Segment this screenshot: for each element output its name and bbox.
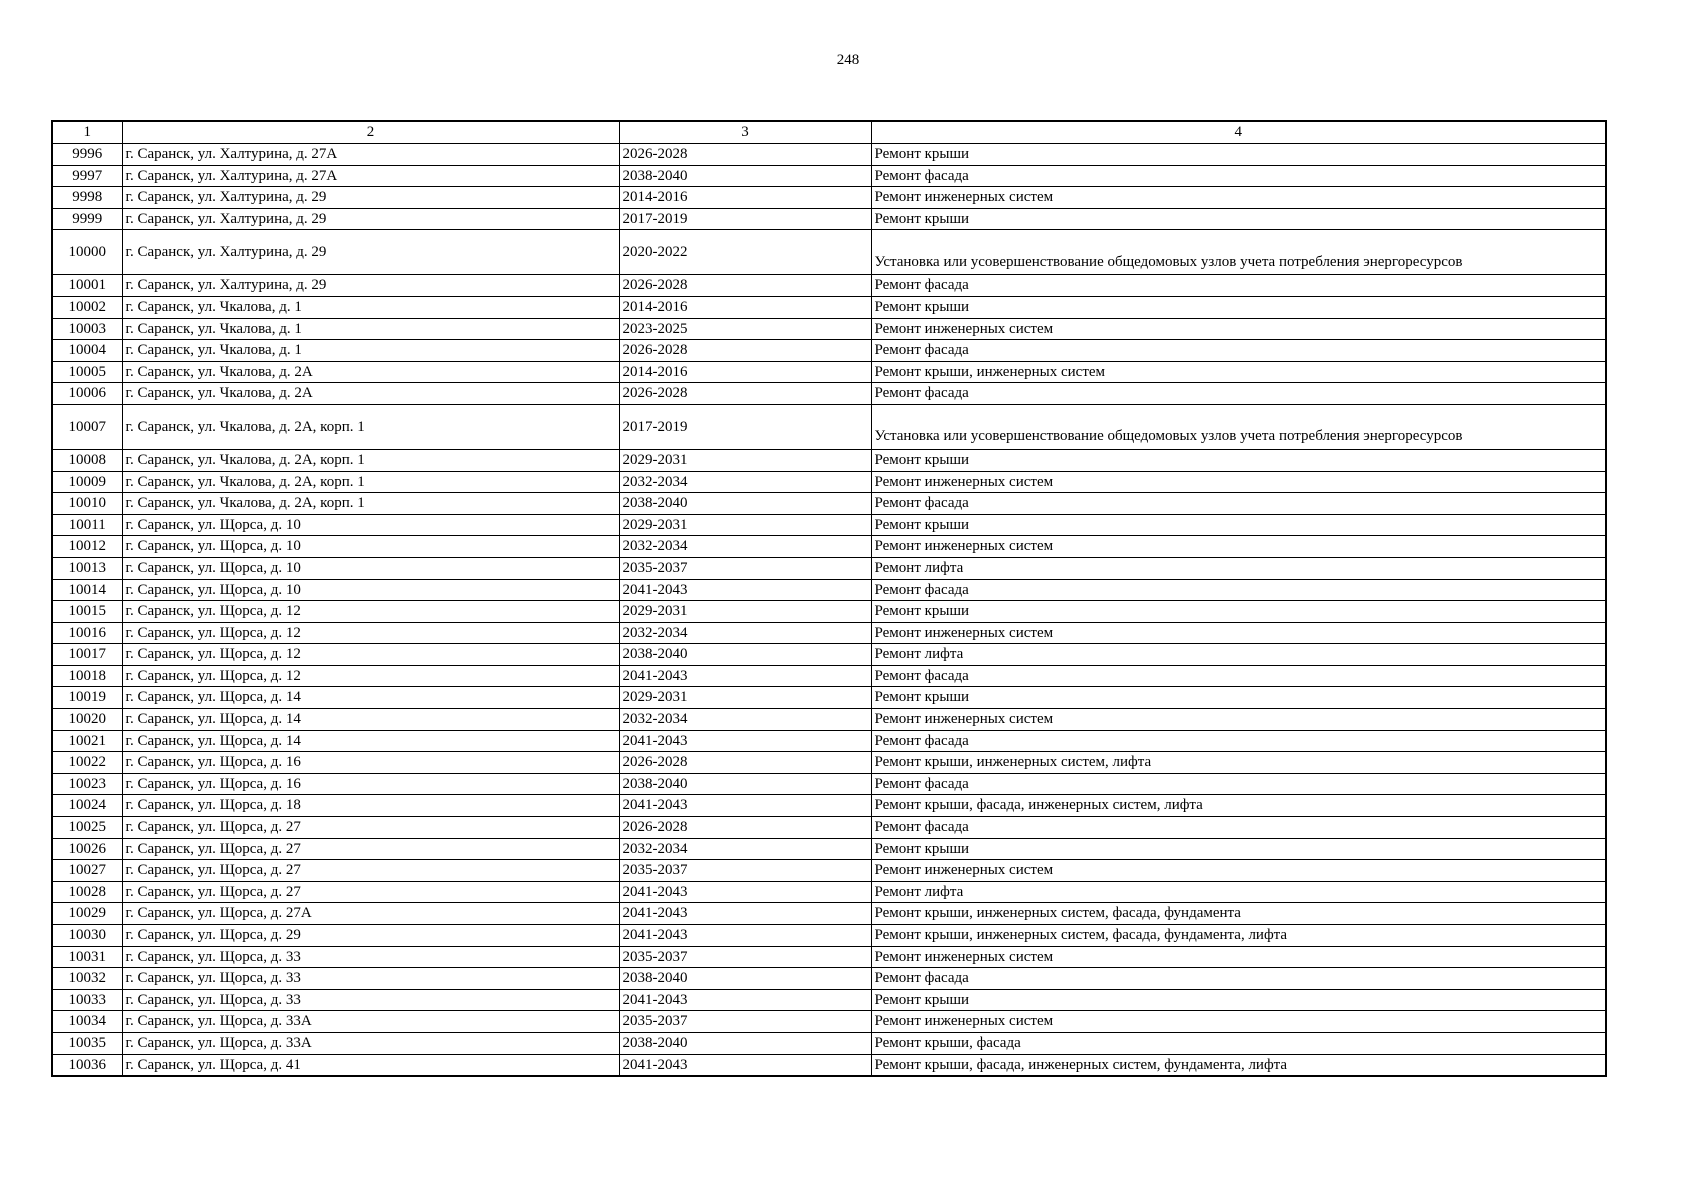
work-type-cell: Ремонт фасада <box>871 665 1606 687</box>
work-type-cell: Ремонт крыши, фасада, инженерных систем, фундамента, лифта <box>871 1054 1606 1076</box>
period-cell: 2014-2016 <box>619 296 871 318</box>
address-cell: г. Саранск, ул. Чкалова, д. 2А, корп. 1 <box>122 471 619 493</box>
period-cell: 2038-2040 <box>619 968 871 990</box>
address-cell: г. Саранск, ул. Халтурина, д. 29 <box>122 275 619 297</box>
address-cell: г. Саранск, ул. Щорса, д. 33А <box>122 1032 619 1054</box>
header-col-1: 1 <box>52 121 122 144</box>
row-number: 10003 <box>52 318 122 340</box>
period-cell: 2026-2028 <box>619 340 871 362</box>
address-cell: г. Саранск, ул. Халтурина, д. 27А <box>122 144 619 166</box>
period-cell: 2038-2040 <box>619 773 871 795</box>
row-number: 10000 <box>52 230 122 275</box>
address-cell: г. Саранск, ул. Щорса, д. 33А <box>122 1011 619 1033</box>
address-cell: г. Саранск, ул. Щорса, д. 10 <box>122 557 619 579</box>
table-row <box>52 730 1606 752</box>
table-row <box>52 318 1606 340</box>
table-row <box>52 795 1606 817</box>
row-number: 10008 <box>52 449 122 471</box>
period-cell: 2023-2025 <box>619 318 871 340</box>
period-cell: 2041-2043 <box>619 903 871 925</box>
table-row <box>52 296 1606 318</box>
work-type-cell: Установка или усовершенствование общедомовых узлов учета потребления энергоресурсов <box>871 230 1606 275</box>
table-row <box>52 709 1606 731</box>
address-cell: г. Саранск, ул. Щорса, д. 12 <box>122 622 619 644</box>
address-cell: г. Саранск, ул. Щорса, д. 33 <box>122 946 619 968</box>
table-row <box>52 187 1606 209</box>
row-number: 10009 <box>52 471 122 493</box>
address-cell: г. Саранск, ул. Халтурина, д. 27А <box>122 165 619 187</box>
address-cell: г. Саранск, ул. Халтурина, д. 29 <box>122 230 619 275</box>
address-cell: г. Саранск, ул. Щорса, д. 14 <box>122 730 619 752</box>
table-row <box>52 514 1606 536</box>
row-number: 9998 <box>52 187 122 209</box>
address-cell: г. Саранск, ул. Чкалова, д. 2А, корп. 1 <box>122 449 619 471</box>
period-cell: 2035-2037 <box>619 946 871 968</box>
period-cell: 2032-2034 <box>619 622 871 644</box>
address-cell: г. Саранск, ул. Щорса, д. 27А <box>122 903 619 925</box>
table-row <box>52 946 1606 968</box>
period-cell: 2041-2043 <box>619 665 871 687</box>
work-type-cell: Ремонт крыши <box>871 687 1606 709</box>
table-row <box>52 838 1606 860</box>
row-number: 10024 <box>52 795 122 817</box>
row-number: 10031 <box>52 946 122 968</box>
period-cell: 2038-2040 <box>619 644 871 666</box>
row-number: 10005 <box>52 361 122 383</box>
work-type-cell: Ремонт инженерных систем <box>871 471 1606 493</box>
address-cell: г. Саранск, ул. Щорса, д. 10 <box>122 536 619 558</box>
row-number: 10020 <box>52 709 122 731</box>
row-number: 10029 <box>52 903 122 925</box>
address-cell: г. Саранск, ул. Щорса, д. 16 <box>122 752 619 774</box>
row-number: 10035 <box>52 1032 122 1054</box>
work-type-cell: Ремонт крыши <box>871 449 1606 471</box>
row-number: 10025 <box>52 817 122 839</box>
table-row <box>52 536 1606 558</box>
row-number: 10002 <box>52 296 122 318</box>
address-cell: г. Саранск, ул. Чкалова, д. 1 <box>122 318 619 340</box>
work-type-cell: Ремонт фасада <box>871 493 1606 515</box>
address-cell: г. Саранск, ул. Щорса, д. 12 <box>122 644 619 666</box>
work-type-cell: Ремонт фасада <box>871 165 1606 187</box>
address-cell: г. Саранск, ул. Щорса, д. 27 <box>122 817 619 839</box>
period-cell: 2038-2040 <box>619 493 871 515</box>
row-number: 10017 <box>52 644 122 666</box>
period-cell: 2041-2043 <box>619 579 871 601</box>
table-row <box>52 989 1606 1011</box>
work-type-cell: Ремонт инженерных систем <box>871 1011 1606 1033</box>
table-row <box>52 601 1606 623</box>
work-type-cell: Ремонт инженерных систем <box>871 709 1606 731</box>
table-row <box>52 361 1606 383</box>
period-cell: 2017-2019 <box>619 208 871 230</box>
row-number: 10019 <box>52 687 122 709</box>
period-cell: 2026-2028 <box>619 275 871 297</box>
header-row <box>52 121 1606 144</box>
row-number: 10021 <box>52 730 122 752</box>
work-type-cell: Ремонт крыши, инженерных систем, фасада, фундамента, лифта <box>871 925 1606 947</box>
table-row <box>52 493 1606 515</box>
work-type-cell: Ремонт фасада <box>871 579 1606 601</box>
period-cell: 2041-2043 <box>619 795 871 817</box>
row-number: 10013 <box>52 557 122 579</box>
work-type-cell: Ремонт крыши <box>871 989 1606 1011</box>
table-row <box>52 1011 1606 1033</box>
work-type-cell: Ремонт лифта <box>871 881 1606 903</box>
address-cell: г. Саранск, ул. Щорса, д. 10 <box>122 514 619 536</box>
work-type-cell: Ремонт крыши <box>871 208 1606 230</box>
address-cell: г. Саранск, ул. Щорса, д. 33 <box>122 968 619 990</box>
table-row <box>52 1032 1606 1054</box>
work-type-cell: Ремонт фасада <box>871 275 1606 297</box>
period-cell: 2032-2034 <box>619 709 871 731</box>
address-cell: г. Саранск, ул. Щорса, д. 16 <box>122 773 619 795</box>
period-cell: 2032-2034 <box>619 536 871 558</box>
row-number: 10012 <box>52 536 122 558</box>
work-type-cell: Ремонт инженерных систем <box>871 622 1606 644</box>
work-type-cell: Ремонт фасада <box>871 340 1606 362</box>
table-header <box>52 121 1606 144</box>
period-cell: 2038-2040 <box>619 165 871 187</box>
repair-schedule-table <box>51 120 1607 1077</box>
row-number: 10001 <box>52 275 122 297</box>
row-number: 10023 <box>52 773 122 795</box>
row-number: 10007 <box>52 404 122 449</box>
work-type-cell: Ремонт инженерных систем <box>871 860 1606 882</box>
work-type-cell: Ремонт фасада <box>871 773 1606 795</box>
row-number: 10016 <box>52 622 122 644</box>
address-cell: г. Саранск, ул. Щорса, д. 12 <box>122 601 619 623</box>
address-cell: г. Саранск, ул. Чкалова, д. 2А, корп. 1 <box>122 404 619 449</box>
row-number: 10011 <box>52 514 122 536</box>
work-type-cell: Ремонт крыши <box>871 601 1606 623</box>
table-row <box>52 144 1606 166</box>
period-cell: 2026-2028 <box>619 383 871 405</box>
address-cell: г. Саранск, ул. Щорса, д. 41 <box>122 1054 619 1076</box>
period-cell: 2041-2043 <box>619 925 871 947</box>
work-type-cell: Ремонт инженерных систем <box>871 187 1606 209</box>
row-number: 10015 <box>52 601 122 623</box>
address-cell: г. Саранск, ул. Халтурина, д. 29 <box>122 208 619 230</box>
table-row <box>52 622 1606 644</box>
work-type-cell: Ремонт крыши <box>871 514 1606 536</box>
header-col-2: 2 <box>122 121 619 144</box>
row-number: 9997 <box>52 165 122 187</box>
row-number: 9999 <box>52 208 122 230</box>
table-row <box>52 230 1606 275</box>
row-number: 10004 <box>52 340 122 362</box>
row-number: 10032 <box>52 968 122 990</box>
address-cell: г. Саранск, ул. Чкалова, д. 2А, корп. 1 <box>122 493 619 515</box>
period-cell: 2029-2031 <box>619 601 871 623</box>
table-row <box>52 557 1606 579</box>
table-row <box>52 1054 1606 1076</box>
table-row <box>52 208 1606 230</box>
work-type-cell: Ремонт лифта <box>871 644 1606 666</box>
table-row <box>52 471 1606 493</box>
address-cell: г. Саранск, ул. Щорса, д. 14 <box>122 709 619 731</box>
table-row <box>52 752 1606 774</box>
period-cell: 2041-2043 <box>619 989 871 1011</box>
work-type-cell: Установка или усовершенствование общедомовых узлов учета потребления энергоресурсов <box>871 404 1606 449</box>
address-cell: г. Саранск, ул. Щорса, д. 27 <box>122 838 619 860</box>
work-type-cell: Ремонт инженерных систем <box>871 318 1606 340</box>
work-type-cell: Ремонт фасада <box>871 730 1606 752</box>
row-number: 10010 <box>52 493 122 515</box>
period-cell: 2020-2022 <box>619 230 871 275</box>
work-type-cell: Ремонт фасада <box>871 968 1606 990</box>
table-row <box>52 340 1606 362</box>
work-type-cell: Ремонт лифта <box>871 557 1606 579</box>
address-cell: г. Саранск, ул. Щорса, д. 29 <box>122 925 619 947</box>
row-number: 10026 <box>52 838 122 860</box>
row-number: 10036 <box>52 1054 122 1076</box>
row-number: 10014 <box>52 579 122 601</box>
table-row <box>52 903 1606 925</box>
table-row <box>52 773 1606 795</box>
address-cell: г. Саранск, ул. Щорса, д. 27 <box>122 881 619 903</box>
period-cell: 2014-2016 <box>619 361 871 383</box>
table-row <box>52 925 1606 947</box>
period-cell: 2029-2031 <box>619 449 871 471</box>
period-cell: 2017-2019 <box>619 404 871 449</box>
page-number: 248 <box>836 52 860 68</box>
work-type-cell: Ремонт фасада <box>871 817 1606 839</box>
address-cell: г. Саранск, ул. Чкалова, д. 2А <box>122 361 619 383</box>
row-number: 10006 <box>52 383 122 405</box>
period-cell: 2026-2028 <box>619 817 871 839</box>
work-type-cell: Ремонт крыши <box>871 296 1606 318</box>
address-cell: г. Саранск, ул. Чкалова, д. 1 <box>122 296 619 318</box>
address-cell: г. Саранск, ул. Щорса, д. 12 <box>122 665 619 687</box>
row-number: 10027 <box>52 860 122 882</box>
period-cell: 2029-2031 <box>619 687 871 709</box>
row-number: 9996 <box>52 144 122 166</box>
work-type-cell: Ремонт крыши, фасада, инженерных систем, лифта <box>871 795 1606 817</box>
work-type-cell: Ремонт крыши <box>871 144 1606 166</box>
row-number: 10018 <box>52 665 122 687</box>
row-number: 10030 <box>52 925 122 947</box>
row-number: 10028 <box>52 881 122 903</box>
table-row <box>52 165 1606 187</box>
work-type-cell: Ремонт крыши, инженерных систем, лифта <box>871 752 1606 774</box>
address-cell: г. Саранск, ул. Щорса, д. 18 <box>122 795 619 817</box>
table-row <box>52 665 1606 687</box>
table-row <box>52 404 1606 449</box>
period-cell: 2041-2043 <box>619 730 871 752</box>
period-cell: 2032-2034 <box>619 471 871 493</box>
table-row <box>52 275 1606 297</box>
table-row <box>52 579 1606 601</box>
row-number: 10033 <box>52 989 122 1011</box>
period-cell: 2035-2037 <box>619 860 871 882</box>
period-cell: 2029-2031 <box>619 514 871 536</box>
address-cell: г. Саранск, ул. Чкалова, д. 2А <box>122 383 619 405</box>
period-cell: 2035-2037 <box>619 1011 871 1033</box>
table-row <box>52 687 1606 709</box>
period-cell: 2032-2034 <box>619 838 871 860</box>
period-cell: 2026-2028 <box>619 752 871 774</box>
period-cell: 2038-2040 <box>619 1032 871 1054</box>
table-row <box>52 817 1606 839</box>
table-row <box>52 644 1606 666</box>
row-number: 10022 <box>52 752 122 774</box>
period-cell: 2041-2043 <box>619 881 871 903</box>
table-row <box>52 968 1606 990</box>
table-row <box>52 860 1606 882</box>
address-cell: г. Саранск, ул. Щорса, д. 14 <box>122 687 619 709</box>
period-cell: 2026-2028 <box>619 144 871 166</box>
work-type-cell: Ремонт инженерных систем <box>871 536 1606 558</box>
period-cell: 2014-2016 <box>619 187 871 209</box>
table-row <box>52 449 1606 471</box>
period-cell: 2041-2043 <box>619 1054 871 1076</box>
work-type-cell: Ремонт крыши, инженерных систем <box>871 361 1606 383</box>
work-type-cell: Ремонт инженерных систем <box>871 946 1606 968</box>
table-row <box>52 881 1606 903</box>
work-type-cell: Ремонт фасада <box>871 383 1606 405</box>
table-body <box>52 144 1606 1077</box>
address-cell: г. Саранск, ул. Щорса, д. 33 <box>122 989 619 1011</box>
row-number: 10034 <box>52 1011 122 1033</box>
table-row <box>52 383 1606 405</box>
address-cell: г. Саранск, ул. Щорса, д. 27 <box>122 860 619 882</box>
header-col-4: 4 <box>871 121 1606 144</box>
address-cell: г. Саранск, ул. Чкалова, д. 1 <box>122 340 619 362</box>
work-type-cell: Ремонт крыши, фасада <box>871 1032 1606 1054</box>
work-type-cell: Ремонт крыши <box>871 838 1606 860</box>
address-cell: г. Саранск, ул. Халтурина, д. 29 <box>122 187 619 209</box>
header-col-3: 3 <box>619 121 871 144</box>
work-type-cell: Ремонт крыши, инженерных систем, фасада, фундамента <box>871 903 1606 925</box>
period-cell: 2035-2037 <box>619 557 871 579</box>
address-cell: г. Саранск, ул. Щорса, д. 10 <box>122 579 619 601</box>
